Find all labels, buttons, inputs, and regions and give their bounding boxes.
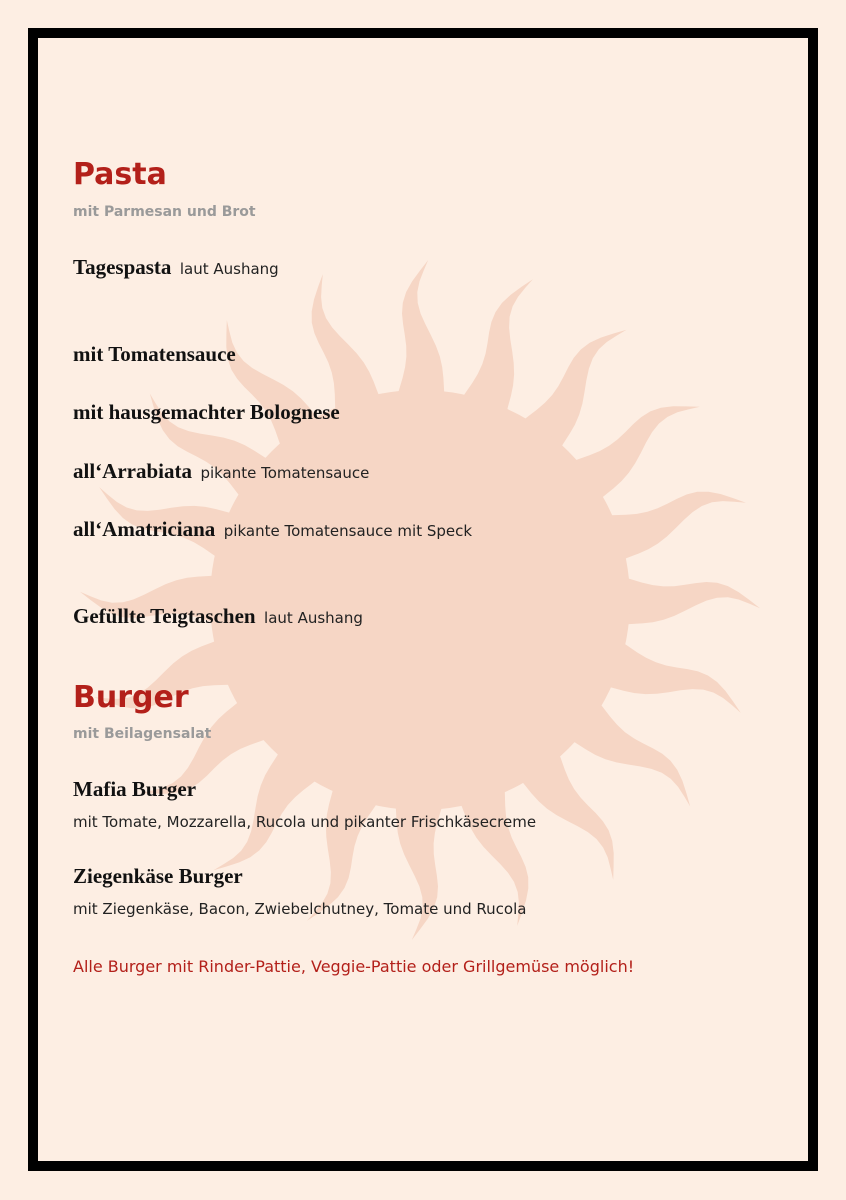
menu-item-tomatensauce [73,342,236,367]
item-desc: laut Aushang [179,260,279,278]
section-subtitle-burger: mit Beilagensalat [73,726,212,742]
item-name: all‘Arrabiata [73,459,192,483]
item-desc: pikante Tomatensauce [200,464,370,482]
section-subtitle-pasta: mit Parmesan und Brot [73,204,256,220]
menu-item-ziegenkaese-burger [73,864,243,889]
item-name: mit hausgemachter Bolognese [73,400,340,424]
item-name: Tagespasta [73,255,172,279]
item-name: mit Tomatensauce [73,342,236,366]
item-name: Ziegenkäse Burger [73,864,243,888]
item-desc: laut Aushang [264,609,363,627]
menu-item-amatriciana [73,517,472,542]
section-title-pasta: Pasta [73,157,167,192]
item-name: Gefüllte Teigtaschen [73,604,256,628]
menu-item-mafia-burger [73,777,196,802]
item-desc: pikante Tomatensauce mit Speck [223,522,473,540]
item-desc-mafia-burger: mit Tomate, Mozzarella, Rucola und pikanter Frischkäsecreme [73,813,537,831]
menu-item-teigtaschen [73,604,363,629]
burger-note: Alle Burger mit Rinder-Pattie, Veggie-Pattie oder Grillgemüse möglich! [73,957,635,976]
section-title-burger: Burger [73,680,189,715]
item-desc-ziegenkaese-burger: mit Ziegenkäse, Bacon, Zwiebelchutney, Tomate und Rucola [73,900,527,918]
item-name: Mafia Burger [73,777,197,801]
menu-frame [28,28,818,1171]
menu-item-tagespasta [73,255,279,280]
menu-item-arrabiata [73,459,369,484]
item-name: all‘Amatriciana [73,517,216,541]
menu-item-bolognese [73,400,340,425]
